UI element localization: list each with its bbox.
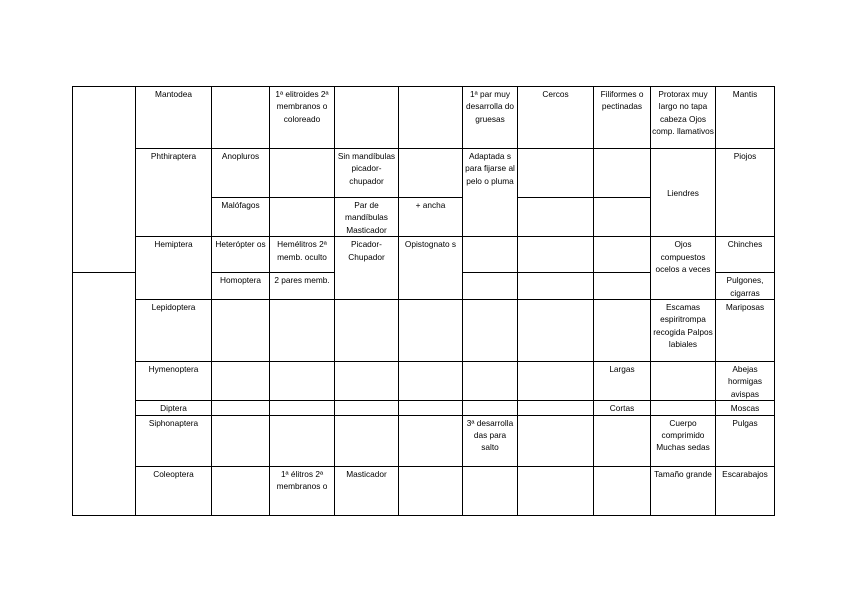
mouth-cell (335, 87, 399, 149)
suborder-cell (212, 415, 270, 466)
legs-cell (463, 401, 518, 415)
head-cell (399, 415, 463, 466)
wings-cell (270, 300, 335, 362)
wings-cell (270, 415, 335, 466)
order-cell: Lepidoptera (136, 300, 212, 362)
suborder-cell (212, 87, 270, 149)
wings-cell (270, 198, 335, 237)
features-cell: Ojos compuestos ocelos a veces (651, 237, 716, 300)
head-cell: Opistognato s (399, 237, 463, 300)
antennae-cell (594, 237, 651, 273)
table-row (73, 237, 775, 273)
wings-cell (270, 362, 335, 401)
legs-cell (463, 273, 518, 300)
antennae-cell: Cortas (594, 401, 651, 415)
cerci-cell: Cercos (518, 87, 594, 149)
example-cell: Moscas (716, 401, 775, 415)
legs-cell: 1ª par muy desarrolla do gruesas (463, 87, 518, 149)
wings-cell: 2 pares memb. (270, 273, 335, 300)
table-row (73, 466, 775, 515)
wings-cell: 1ª élitros 2ª membranos o (270, 466, 335, 515)
suborder-cell (212, 362, 270, 401)
head-cell (399, 87, 463, 149)
features-cell: Escamas espiritrompa recogida Palpos labiales (651, 300, 716, 362)
legs-cell (463, 362, 518, 401)
example-cell: Pulgones, cigarras (716, 273, 775, 300)
order-cell: Hemiptera (136, 237, 212, 300)
mouth-cell: Masticador (335, 466, 399, 515)
example-cell: Escarabajos (716, 466, 775, 515)
order-cell: Hymenoptera (136, 362, 212, 401)
features-cell: Tamaño grande (651, 466, 716, 515)
order-cell: Phthiraptera (136, 149, 212, 237)
antennae-cell (594, 273, 651, 300)
wings-cell: 1ª elitroides 2ª membranos o coloreado (270, 87, 335, 149)
cerci-cell (518, 401, 594, 415)
head-cell (399, 466, 463, 515)
head-cell (399, 300, 463, 362)
antennae-cell (594, 466, 651, 515)
suborder-cell: Homoptera (212, 273, 270, 300)
cerci-cell (518, 362, 594, 401)
cerci-cell (518, 198, 594, 237)
example-cell: Mariposas (716, 300, 775, 362)
head-cell (399, 149, 463, 198)
legs-cell (463, 300, 518, 362)
cerci-cell (518, 237, 594, 273)
features-cell: Liendres (651, 149, 716, 237)
head-cell (399, 401, 463, 415)
example-cell: Chinches (716, 237, 775, 273)
order-cell: Diptera (136, 401, 212, 415)
suborder-cell: Malófagos (212, 198, 270, 237)
group-cell (73, 87, 136, 273)
mouth-cell: Par de mandíbulas Masticador (335, 198, 399, 237)
table-row (73, 300, 775, 362)
example-cell: Mantis (716, 87, 775, 149)
wings-cell (270, 401, 335, 415)
features-cell: Cuerpo comprimido Muchas sedas (651, 415, 716, 466)
suborder-cell (212, 300, 270, 362)
suborder-cell: Anopluros (212, 149, 270, 198)
order-cell: Mantodea (136, 87, 212, 149)
cerci-cell (518, 466, 594, 515)
table-row (73, 415, 775, 466)
mouth-cell (335, 362, 399, 401)
example-cell: Piojos (716, 149, 775, 237)
example-cell: Pulgas (716, 415, 775, 466)
order-cell: Siphonaptera (136, 415, 212, 466)
group-cell (73, 273, 136, 515)
cerci-cell (518, 300, 594, 362)
suborder-cell (212, 401, 270, 415)
antennae-cell: Largas (594, 362, 651, 401)
mouth-cell (335, 401, 399, 415)
table-row (73, 401, 775, 415)
features-cell (651, 401, 716, 415)
head-cell (399, 362, 463, 401)
features-cell (651, 362, 716, 401)
suborder-cell (212, 466, 270, 515)
example-cell: Abejas hormigas avispas (716, 362, 775, 401)
legs-cell (463, 237, 518, 273)
table-row (73, 362, 775, 401)
mouth-cell (335, 300, 399, 362)
legs-cell: 3ª desarrolla das para salto (463, 415, 518, 466)
legs-cell (463, 466, 518, 515)
wings-cell (270, 149, 335, 198)
mouth-cell (335, 415, 399, 466)
cerci-cell (518, 149, 594, 198)
order-cell: Coleoptera (136, 466, 212, 515)
table-row (73, 87, 775, 149)
mouth-cell: Sin mandíbulas picador-chupador (335, 149, 399, 198)
insect-orders-table (72, 86, 775, 516)
antennae-cell (594, 415, 651, 466)
antennae-cell (594, 198, 651, 237)
cerci-cell (518, 273, 594, 300)
table-row (73, 149, 775, 198)
wings-cell: Hemélitros 2ª memb. oculto (270, 237, 335, 273)
mouth-cell: Picador-Chupador (335, 237, 399, 300)
suborder-cell: Heterópter os (212, 237, 270, 273)
antennae-cell: Filiformes o pectinadas (594, 87, 651, 149)
antennae-cell (594, 300, 651, 362)
head-cell: + ancha (399, 198, 463, 237)
antennae-cell (594, 149, 651, 198)
legs-cell: Adaptada s para fijarse al pelo o pluma (463, 149, 518, 237)
features-cell: Protorax muy largo no tapa cabeza Ojos comp. llamativos (651, 87, 716, 149)
cerci-cell (518, 415, 594, 466)
